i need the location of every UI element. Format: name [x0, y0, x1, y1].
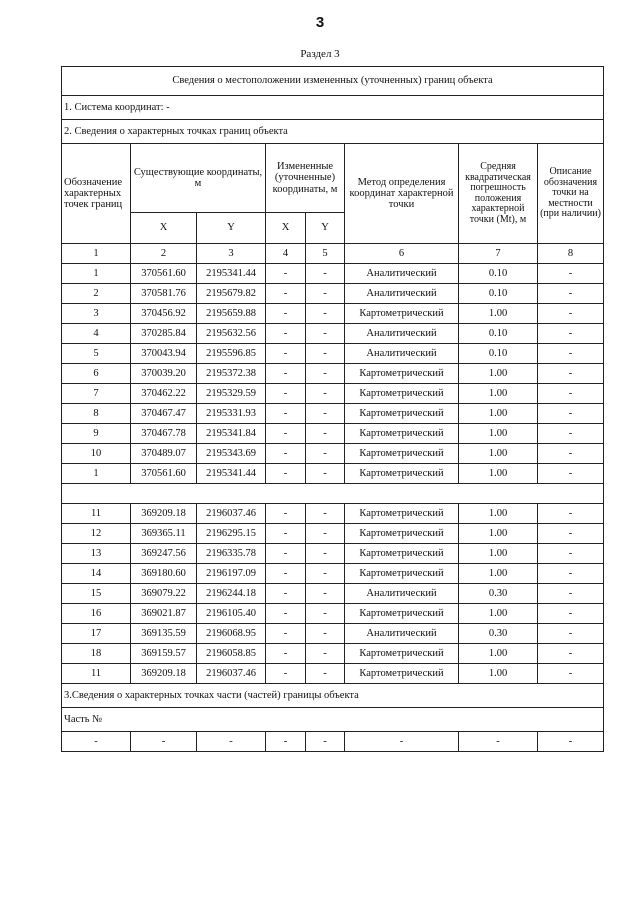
table-row: [62, 444, 604, 464]
cell-y-changed: -: [306, 304, 345, 324]
part-label-row: [62, 708, 604, 732]
cell-point-number: 12: [62, 524, 131, 544]
cell-y-changed: -: [306, 364, 345, 384]
cell-accuracy: 0.10: [459, 264, 538, 284]
cell-x-existing: 370039.20: [131, 364, 197, 384]
cell-method: Картометрический: [345, 544, 459, 564]
table-row: [62, 504, 604, 524]
cell-y-changed: -: [306, 344, 345, 364]
table-row: [62, 464, 604, 484]
section-label: Раздел 3: [300, 48, 340, 60]
cell-accuracy: 1.00: [459, 364, 538, 384]
column-number: 4: [266, 244, 306, 264]
header-method: Метод определения координат характерной точки: [345, 144, 459, 244]
cell-x-existing: 370489.07: [131, 444, 197, 464]
cell-y-existing: 2196197.09: [197, 564, 266, 584]
cell-y-changed: -: [306, 664, 345, 684]
cell-description: -: [538, 584, 604, 604]
cell-point-number: 15: [62, 584, 131, 604]
cell-x-existing: 370462.22: [131, 384, 197, 404]
table-row: [62, 664, 604, 684]
cell-point-number: 17: [62, 624, 131, 644]
cell-x-changed: -: [266, 304, 306, 324]
cell-method: Картометрический: [345, 444, 459, 464]
cell-x-changed: -: [266, 604, 306, 624]
cell-description: -: [538, 564, 604, 584]
cell-y-changed: -: [306, 524, 345, 544]
cell-y-changed: -: [306, 564, 345, 584]
cell-point-number: 1: [62, 464, 131, 484]
cell-x-changed: -: [266, 544, 306, 564]
cell-y-existing: 2195341.44: [197, 464, 266, 484]
column-number: 7: [459, 244, 538, 264]
parts-cell: -: [306, 732, 345, 752]
cell-y-changed: -: [306, 464, 345, 484]
cell-x-existing: 370467.47: [131, 404, 197, 424]
cell-description: -: [538, 424, 604, 444]
header-y-changed: Y: [306, 213, 345, 244]
header-designation: Обозначение характерных точек границ: [62, 144, 131, 244]
cell-y-changed: -: [306, 604, 345, 624]
cell-x-changed: -: [266, 664, 306, 684]
cell-x-existing: 369365.11: [131, 524, 197, 544]
header-existing-coords: Существующие координаты, м: [131, 144, 266, 213]
cell-x-existing: 369209.18: [131, 504, 197, 524]
table-row: [62, 424, 604, 444]
cell-method: Картометрический: [345, 524, 459, 544]
cell-x-changed: -: [266, 264, 306, 284]
cell-description: -: [538, 304, 604, 324]
cell-y-existing: 2196058.85: [197, 644, 266, 664]
cell-y-existing: 2195329.59: [197, 384, 266, 404]
cell-x-changed: -: [266, 404, 306, 424]
cell-accuracy: 0.10: [459, 324, 538, 344]
cell-description: -: [538, 404, 604, 424]
cell-accuracy: 1.00: [459, 664, 538, 684]
cell-method: Картометрический: [345, 644, 459, 664]
cell-accuracy: 1.00: [459, 604, 538, 624]
cell-x-existing: 370561.60: [131, 464, 197, 484]
column-number: 2: [131, 244, 197, 264]
cell-point-number: 5: [62, 344, 131, 364]
cell-point-number: 13: [62, 544, 131, 564]
cell-x-existing: 369135.59: [131, 624, 197, 644]
cell-y-changed: -: [306, 644, 345, 664]
cell-x-existing: 370043.94: [131, 344, 197, 364]
cell-accuracy: 1.00: [459, 304, 538, 324]
cell-accuracy: 1.00: [459, 444, 538, 464]
header-x-existing: X: [131, 213, 197, 244]
cell-description: -: [538, 664, 604, 684]
cell-description: -: [538, 444, 604, 464]
cell-method: Аналитический: [345, 584, 459, 604]
cell-point-number: 11: [62, 664, 131, 684]
table-row: [62, 524, 604, 544]
cell-method: Картометрический: [345, 504, 459, 524]
table-row: [62, 404, 604, 424]
cell-description: -: [538, 364, 604, 384]
cell-y-changed: -: [306, 584, 345, 604]
cell-x-changed: -: [266, 424, 306, 444]
cell-method: Аналитический: [345, 264, 459, 284]
cell-y-changed: -: [306, 424, 345, 444]
table-row: [62, 384, 604, 404]
cell-x-changed: -: [266, 624, 306, 644]
cell-x-existing: 369079.22: [131, 584, 197, 604]
blank-separator-row: [62, 484, 604, 504]
cell-x-changed: -: [266, 364, 306, 384]
cell-description: -: [538, 504, 604, 524]
cell-y-existing: 2195331.93: [197, 404, 266, 424]
cell-method: Картометрический: [345, 304, 459, 324]
cell-y-changed: -: [306, 404, 345, 424]
cell-accuracy: 0.30: [459, 584, 538, 604]
cell-y-existing: 2196037.46: [197, 664, 266, 684]
cell-y-changed: -: [306, 384, 345, 404]
cell-y-existing: 2196295.15: [197, 524, 266, 544]
header-accuracy: Средняя квадратическая погрешность положения характерной точки (Mt), м: [459, 144, 538, 244]
cell-y-existing: 2195679.82: [197, 284, 266, 304]
cell-x-changed: -: [266, 464, 306, 484]
cell-y-existing: 2195343.69: [197, 444, 266, 464]
cell-point-number: 4: [62, 324, 131, 344]
cell-method: Картометрический: [345, 564, 459, 584]
blank-cell: [62, 484, 604, 504]
parts-cell: -: [345, 732, 459, 752]
parts-cell: -: [62, 732, 131, 752]
cell-description: -: [538, 284, 604, 304]
column-number: 5: [306, 244, 345, 264]
cell-description: -: [538, 264, 604, 284]
cell-accuracy: 0.10: [459, 284, 538, 304]
header-description: Описание обозначения точки на местности (при наличии): [538, 144, 604, 244]
column-number-row: [62, 244, 604, 264]
cell-accuracy: 1.00: [459, 544, 538, 564]
table-title: Сведения о местоположении измененных (уточненных) границ объекта: [62, 67, 604, 96]
cell-point-number: 18: [62, 644, 131, 664]
cell-x-changed: -: [266, 564, 306, 584]
parts-row: [62, 732, 604, 752]
cell-x-changed: -: [266, 644, 306, 664]
parts-cell: -: [266, 732, 306, 752]
cell-x-changed: -: [266, 344, 306, 364]
table-row: [62, 604, 604, 624]
table-row: [62, 344, 604, 364]
cell-y-changed: -: [306, 544, 345, 564]
cell-point-number: 11: [62, 504, 131, 524]
cell-x-existing: 370467.78: [131, 424, 197, 444]
cell-x-changed: -: [266, 284, 306, 304]
cell-x-existing: 370285.84: [131, 324, 197, 344]
table-row: [62, 624, 604, 644]
header-x-changed: X: [266, 213, 306, 244]
cell-method: Аналитический: [345, 624, 459, 644]
table-row: [62, 304, 604, 324]
cell-method: Картометрический: [345, 424, 459, 444]
cell-accuracy: 0.30: [459, 624, 538, 644]
header-y-existing: Y: [197, 213, 266, 244]
cell-y-existing: 2195632.56: [197, 324, 266, 344]
cell-method: Картометрический: [345, 464, 459, 484]
cell-point-number: 8: [62, 404, 131, 424]
cell-method: Аналитический: [345, 284, 459, 304]
cell-y-existing: 2195596.85: [197, 344, 266, 364]
cell-x-changed: -: [266, 324, 306, 344]
cell-method: Картометрический: [345, 604, 459, 624]
parts-cell: -: [538, 732, 604, 752]
part-label: Часть №: [62, 708, 604, 732]
column-number: 3: [197, 244, 266, 264]
header-changed-coords: Измененные (уточненные) координаты, м: [266, 144, 345, 213]
cell-point-number: 10: [62, 444, 131, 464]
parts-section-heading: 3.Сведения о характерных точках части (частей) границы объекта: [62, 684, 604, 708]
column-number: 8: [538, 244, 604, 264]
page-number: 3: [315, 14, 325, 31]
cell-accuracy: 1.00: [459, 564, 538, 584]
cell-method: Картометрический: [345, 404, 459, 424]
cell-method: Аналитический: [345, 344, 459, 364]
cell-method: Картометрический: [345, 384, 459, 404]
cell-y-changed: -: [306, 504, 345, 524]
cell-point-number: 3: [62, 304, 131, 324]
cell-point-number: 7: [62, 384, 131, 404]
cell-y-existing: 2196244.18: [197, 584, 266, 604]
table-row: [62, 264, 604, 284]
cell-y-changed: -: [306, 324, 345, 344]
column-number: 6: [345, 244, 459, 264]
cell-accuracy: 1.00: [459, 424, 538, 444]
cell-y-changed: -: [306, 624, 345, 644]
cell-y-changed: -: [306, 264, 345, 284]
parts-cell: -: [131, 732, 197, 752]
cell-description: -: [538, 384, 604, 404]
cell-x-existing: 369247.56: [131, 544, 197, 564]
cell-y-existing: 2195341.84: [197, 424, 266, 444]
cell-method: Аналитический: [345, 324, 459, 344]
cell-method: Картометрический: [345, 664, 459, 684]
cell-y-existing: 2196105.40: [197, 604, 266, 624]
cell-x-changed: -: [266, 524, 306, 544]
cell-accuracy: 1.00: [459, 644, 538, 664]
cell-description: -: [538, 524, 604, 544]
table-row: [62, 284, 604, 304]
cell-accuracy: 1.00: [459, 464, 538, 484]
cell-accuracy: 1.00: [459, 524, 538, 544]
table-row: [62, 644, 604, 664]
table-row: [62, 584, 604, 604]
cell-y-existing: 2196037.46: [197, 504, 266, 524]
parts-section-row: [62, 684, 604, 708]
points-section-heading: 2. Сведения о характерных точках границ объекта: [62, 120, 604, 144]
cell-y-existing: 2195341.44: [197, 264, 266, 284]
cell-point-number: 2: [62, 284, 131, 304]
cell-y-existing: 2196335.78: [197, 544, 266, 564]
cell-description: -: [538, 464, 604, 484]
cell-x-existing: 370581.76: [131, 284, 197, 304]
parts-cell: -: [459, 732, 538, 752]
cell-x-existing: 369159.57: [131, 644, 197, 664]
cell-method: Картометрический: [345, 364, 459, 384]
cell-y-existing: 2195372.38: [197, 364, 266, 384]
cell-y-existing: 2196068.95: [197, 624, 266, 644]
cell-y-existing: 2195659.88: [197, 304, 266, 324]
cell-description: -: [538, 344, 604, 364]
cell-point-number: 1: [62, 264, 131, 284]
cell-point-number: 6: [62, 364, 131, 384]
cell-x-changed: -: [266, 584, 306, 604]
table-row: [62, 544, 604, 564]
cell-x-existing: 369021.87: [131, 604, 197, 624]
cell-x-existing: 369180.60: [131, 564, 197, 584]
cell-accuracy: 1.00: [459, 384, 538, 404]
cell-y-changed: -: [306, 444, 345, 464]
cell-point-number: 9: [62, 424, 131, 444]
table-row: [62, 324, 604, 344]
cell-x-existing: 370561.60: [131, 264, 197, 284]
cell-x-changed: -: [266, 504, 306, 524]
boundary-points-table: [61, 66, 604, 752]
cell-description: -: [538, 604, 604, 624]
cell-x-changed: -: [266, 384, 306, 404]
column-number: 1: [62, 244, 131, 264]
table-row: [62, 564, 604, 584]
table-row: [62, 364, 604, 384]
cell-description: -: [538, 624, 604, 644]
cell-x-changed: -: [266, 444, 306, 464]
cell-y-changed: -: [306, 284, 345, 304]
cell-x-existing: 369209.18: [131, 664, 197, 684]
cell-description: -: [538, 324, 604, 344]
parts-cell: -: [197, 732, 266, 752]
coord-system: 1. Система координат: -: [62, 96, 604, 120]
cell-accuracy: 0.10: [459, 344, 538, 364]
cell-point-number: 14: [62, 564, 131, 584]
cell-description: -: [538, 644, 604, 664]
cell-accuracy: 1.00: [459, 404, 538, 424]
cell-accuracy: 1.00: [459, 504, 538, 524]
cell-point-number: 16: [62, 604, 131, 624]
cell-description: -: [538, 544, 604, 564]
cell-x-existing: 370456.92: [131, 304, 197, 324]
